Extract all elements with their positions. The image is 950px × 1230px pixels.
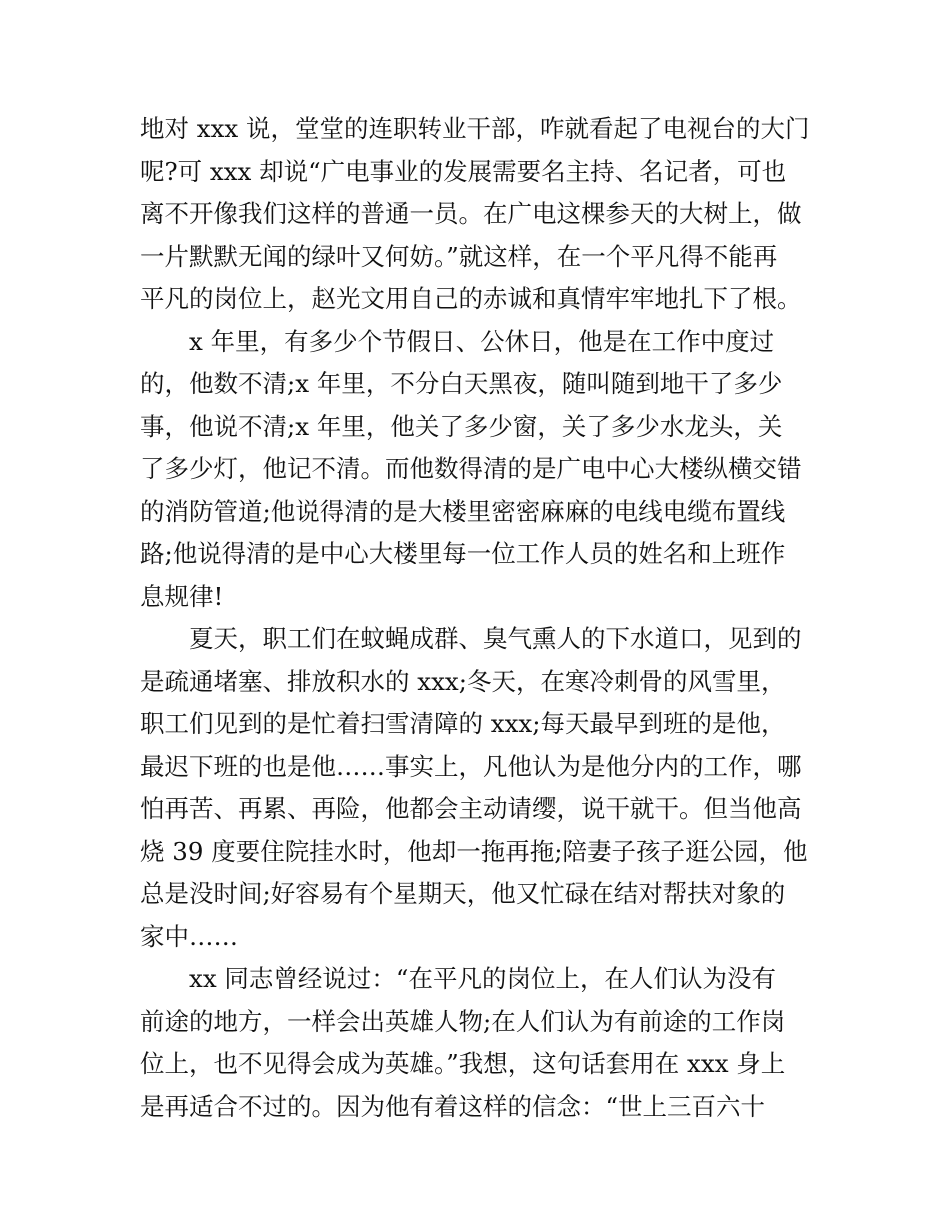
text-line: 了多少灯，他记不清。而他数得清的是广电中心大楼纵横交错 [140,454,802,483]
text-line: 事，他说不清;x 年里，他关了多少窗，关了多少水龙头，关 [140,411,783,441]
text-line: 是疏通堵塞、排放积水的 xxx;冬天，在寒冷刺骨的风雪里， [140,666,786,696]
text-line: 离不开像我们这样的普通一员。在广电这棵参天的大树上，做 [140,199,802,228]
document-body [140,108,820,1128]
text-line: 平凡的岗位上，赵光文用自己的赤诚和真情牢牢地扎下了根。 [140,284,802,313]
paragraph-first-line: 夏天，职工们在蚊蝇成群、臭气熏人的下水道口，见到的 [189,624,802,653]
text-line: 是再适合不过的。因为他有着这样的信念：“世上三百六十 [140,1091,766,1121]
paragraph-first-line: xx 同志曾经说过：“在平凡的岗位上，在人们认为没有 [189,964,776,993]
text-line: 的，他数不清;x 年里，不分白天黑夜，随叫随到地干了多少 [140,369,783,398]
paragraph-first-line: x 年里，有多少个节假日、公休日，他是在工作中度过 [189,326,775,356]
text-line: 呢?可 xxx 却说“广电事业的发展需要名主持、名记者，可也 [140,156,787,186]
text-line: 职工们见到的是忙着扫雪清障的 xxx;每天最早到班的是他， [140,709,786,738]
text-line: 最迟下班的也是他……事实上，凡他认为是他分内的工作，哪 [140,751,802,781]
text-line: 路;他说得清的是中心大楼里每一位工作人员的姓名和上班作 [140,539,786,568]
text-line: 总是没时间;好容易有个星期天，他又忙碌在结对帮扶对象的 [140,879,786,908]
text-line: 前途的地方，一样会出英雄人物;在人们认为有前途的工作岗 [140,1006,786,1036]
text-line: 烧 39 度要住院挂水时，他却一拖再拖;陪妻子孩子逛公园，他 [140,836,808,866]
text-line: 地对 xxx 说，堂堂的连职转业干部，咋就看起了电视台的大门 [140,114,810,143]
text-line: 息规律! [140,581,224,611]
text-line: 的消防管道;他说得清的是大楼里密密麻麻的电线电缆布置线 [140,496,786,526]
text-line: 家中…… [140,921,238,951]
text-line: 一片默默无闻的绿叶又何妨。”就这样，在一个平凡得不能再 [140,241,778,271]
text-line: 怕再苦、再累、再险，他都会主动请缨，说干就干。但当他高 [140,794,802,823]
text-line: 位上，也不见得会成为英雄。”我想，这句话套用在 xxx 身上 [140,1049,786,1078]
